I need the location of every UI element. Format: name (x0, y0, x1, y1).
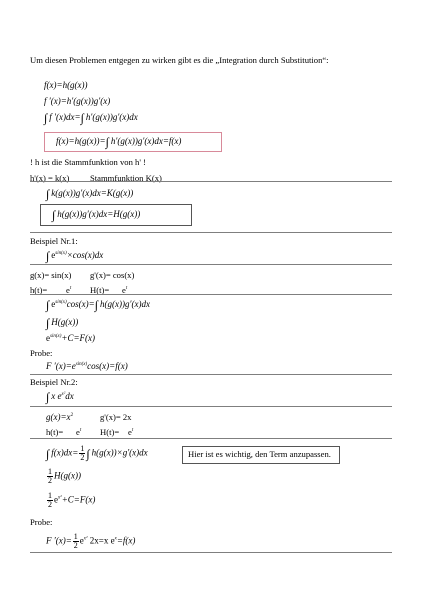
divider (30, 552, 392, 553)
example2-probe-label: Probe: (30, 517, 53, 527)
example2-h: h(t)= (46, 427, 64, 437)
example2-H: H(t)= (100, 427, 120, 437)
divider (30, 374, 392, 375)
example1-g: g(x)= sin(x) (30, 270, 72, 280)
formula-int-fprime: ∫ f ′(x)dx=∫ h′(g(x))g′(x)dx (44, 111, 138, 125)
example2-integral: ∫ x $e^{x^2}dx$ (46, 390, 74, 404)
example1-H-value: $e^t$ (122, 285, 128, 295)
note-h: ! h ist die Stammfunktion von h' ! (30, 157, 146, 167)
formula-box1: f(x)=h(g(x))=∫ h′(g(x))g′(x)dx=f(x) (56, 135, 182, 149)
divider (30, 406, 392, 407)
formula-f-deriv: f ′(x)=h′(g(x))g′(x) (44, 96, 111, 106)
example1-h-value: $e^t$ (66, 285, 72, 295)
example1-probe: F $'(x)=e^{sin(x)}\cos(x)=f(x)$ (46, 361, 128, 371)
example1-title: Beispiel Nr.1: (30, 236, 78, 246)
example2-title: Beispiel Nr.2: (30, 377, 78, 387)
example2-H-value: $e^t$ (128, 427, 134, 437)
example2-step2: $\frac{1}{2}$ H(g(x)) (48, 467, 81, 485)
hint-text: Hier ist es wichtig, den Term anzupassen. (188, 449, 331, 459)
example2-step1: ∫ f(x)dx= $\frac{1}{2}$ ∫ h(g(x))×g′(x)dx (46, 444, 148, 462)
example2-g: $g(x)=x^2$ (46, 412, 74, 422)
hk-left: h'(x) = k(x) (30, 173, 70, 183)
example2-gprime: g'(x)= 2x (100, 412, 132, 422)
divider (30, 181, 392, 182)
example2-step3: $\frac{1}{2}$ $e^{x^2}+C=F(x)$ (48, 491, 96, 509)
example1-step1: ∫ $e^{sin(x)}\cos(x)=\int$ h(g(x))g′(x)dx (46, 298, 150, 312)
divider (30, 264, 392, 265)
example1-h: h(t)= (30, 285, 48, 295)
example1-H: H(t)= (90, 285, 110, 295)
example1-gprime: g'(x)= cos(x) (90, 270, 135, 280)
example1-step2: ∫ H(g(x)) (46, 316, 79, 330)
example1-step3: $e^{sin(x)}+C=F(x)$ (46, 333, 96, 343)
hk-right: Stammfunktion K(x) (90, 173, 162, 183)
formula-int-k: ∫ k(g(x))g′(x)dx=K(g(x)) (46, 187, 134, 201)
divider (30, 438, 392, 439)
example2-probe: F ′(x)= $\frac{1}{2}$ $e^{x^2}$ 2x=x $e^x=f(x)$ (46, 532, 136, 550)
formula-box2: ∫ h(g(x))g′(x)dx=H(g(x)) (52, 208, 141, 222)
divider (30, 232, 392, 233)
divider (30, 294, 392, 295)
example1-probe-label: Probe: (30, 348, 53, 358)
formula-f-def: f(x)=h(g(x)) (44, 80, 88, 90)
intro-text: Um diesen Problemen entgegen zu wirken gibt es die „Integration durch Substitution“: (30, 55, 329, 65)
example1-integral: ∫ $e^{sin(x)}\times\cos(x)dx$ (46, 249, 104, 263)
example2-h-value: $e^t$ (76, 427, 82, 437)
